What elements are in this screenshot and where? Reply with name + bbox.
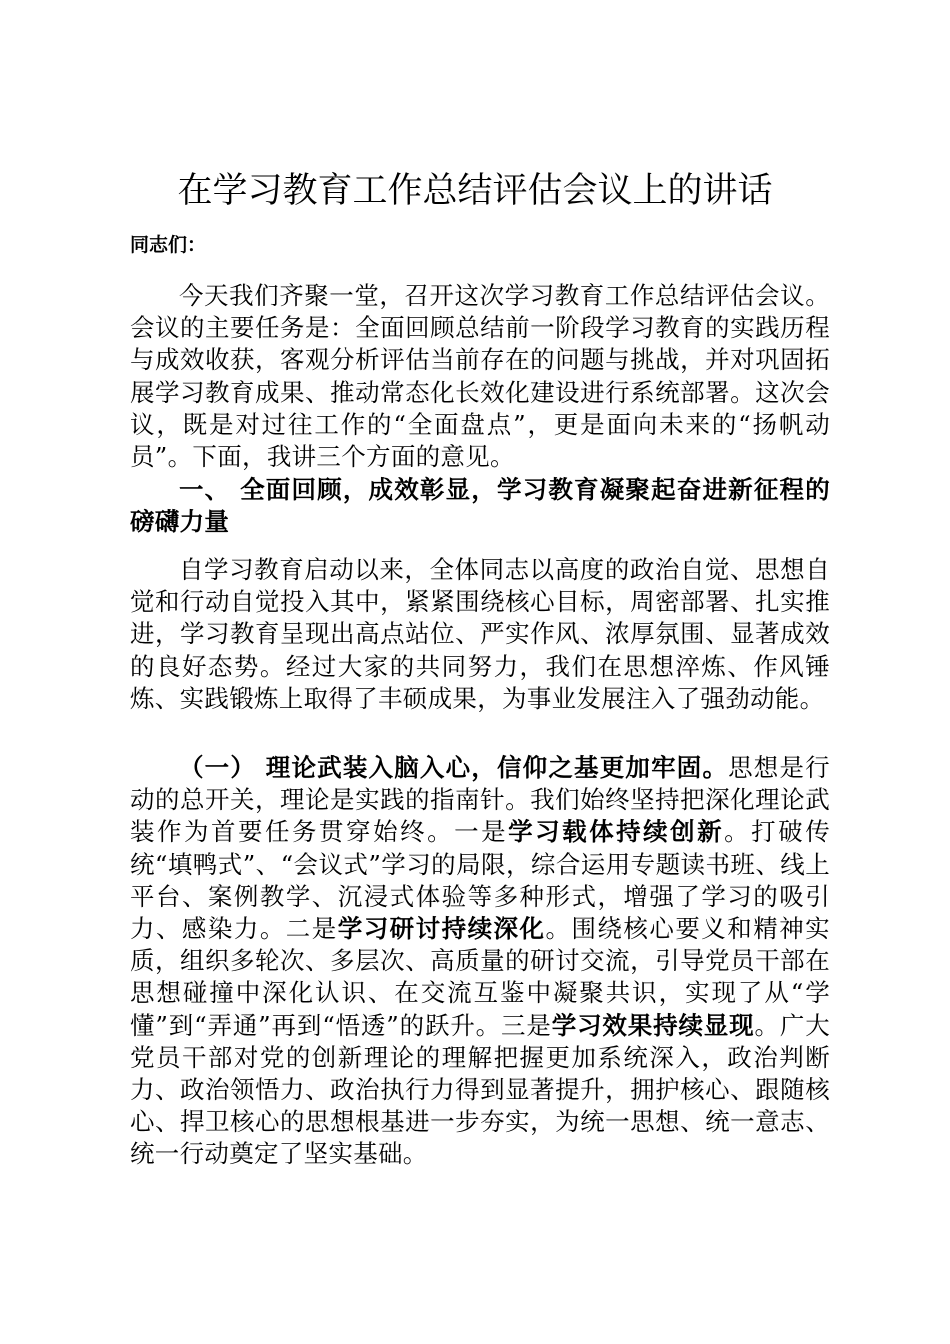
subsection-1-text-4: 。广大党员干部对党的创新理论的理解把握更加系统深入，政治判断力、政治领悟力、政治执行力得到显著提升，拥护核心、跟随核心、捍卫核心的思想根基进一步夯实，为统一思想、统一意志、统一行动奠定了坚实基础。 [130,1010,830,1169]
subsection-1-text-3: 。围绕核心要义和精神实质，组织多轮次、多层次、高质量的研讨交流，引导党员干部在思想碰撞中深化认识、在交流互鉴中凝聚共识，实现了从“学懂”到“弄通”再到“悟透”的跃升。三是 [130,914,830,1040]
document-title: 在学习教育工作总结评估会议上的讲话 [177,171,773,211]
section-1-heading: 一、 全面回顾，成效彰显，学习教育凝聚起奋进新征程的磅礴力量 [130,475,830,537]
intro-paragraph: 今天我们齐聚一堂，召开这次学习教育工作总结评估会议。会议的主要任务是：全面回顾总结前一阶段学习教育的实践历程与成效收获，客观分析评估当前存在的问题与挑战，并对巩固拓展学习教育成果、推动常态化长效化建设进行系统部署。这次会议，既是对过往工作的“全面盘点”，更是面向未来的“扬帆动员”。下面，我讲三个方面的意见。 [130,281,830,472]
section-1-body: 自学习教育启动以来，全体同志以高度的政治自觉、思想自觉和行动自觉投入其中，紧紧围绕核心目标，周密部署、扎实推进，学习教育呈现出高点站位、严实作风、浓厚氛围、显著成效的良好态势。经过大家的共同努力，我们在思想淬炼、作风锤炼、实践锻炼上取得了丰硕成果，为事业发展注入了强劲动能。 [130,555,830,713]
salutation: 同志们： [130,234,207,256]
subsection-1-paragraph [130,752,830,1171]
subsection-1-bold-2: 学习研讨持续深化 [337,914,546,944]
subsection-1-bold-3: 学习效果持续显现 [551,1010,755,1040]
subsection-1-bold-1: 学习载体持续创新 [508,817,725,847]
subsection-1-text-1: 思想是行动的总开关，理论是实践的指南针。我们始终坚持把深化理论武装作为首要任务贯穿始终。一是 [130,753,830,847]
subsection-1-lead: （一） 理论武装入脑入心，信仰之基更加牢固。 [179,753,729,782]
subsection-1-text-2: 。打破传统“填鸭式”、“会议式”学习的局限，综合运用专题读书班、线上平台、案例教学、沉浸式体验等多种形式，增强了学习的吸引力、感染力。二是 [130,817,830,944]
